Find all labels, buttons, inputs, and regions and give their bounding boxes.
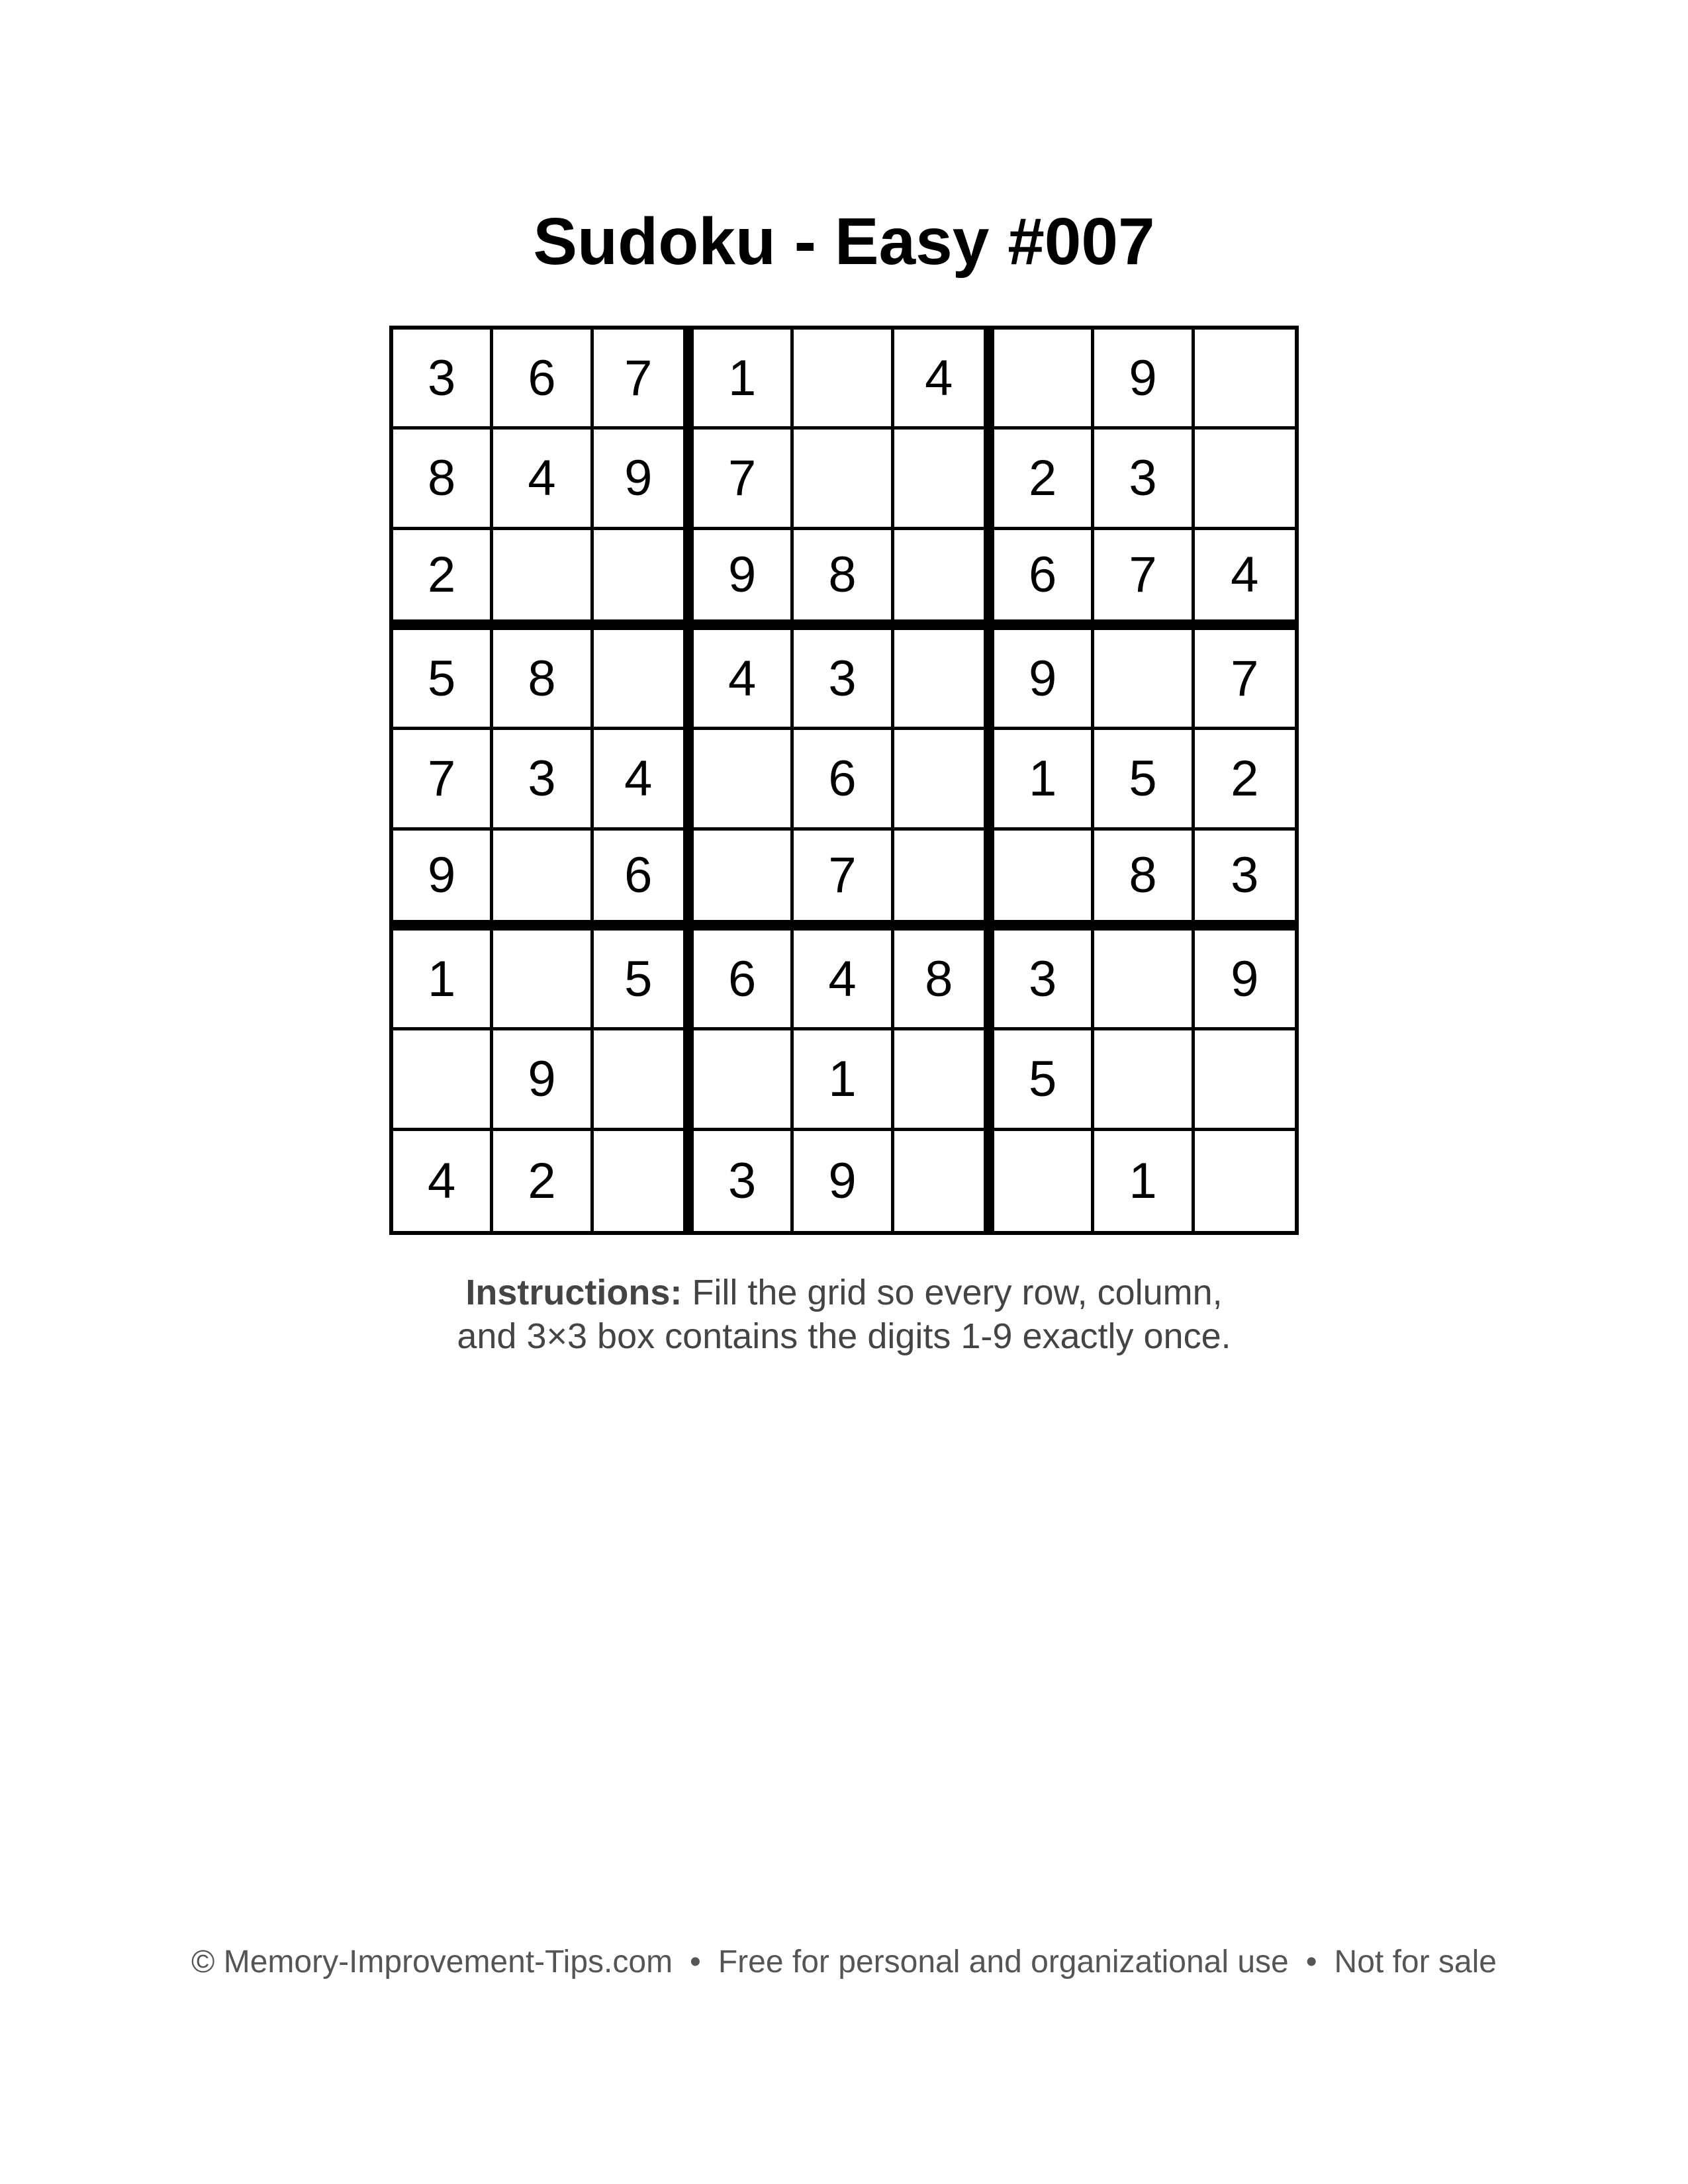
sudoku-cell-given: 4 <box>393 1131 493 1231</box>
instructions-text-1: Fill the grid so every row, column, <box>692 1273 1223 1312</box>
sudoku-cell-given: 8 <box>493 630 593 730</box>
sudoku-cell-given: 5 <box>994 1030 1094 1130</box>
sudoku-cell-empty[interactable] <box>493 831 593 931</box>
footer-sale: Not for sale <box>1334 1944 1497 1979</box>
sudoku-cell-given: 1 <box>1094 1131 1194 1231</box>
sudoku-cell-empty[interactable] <box>594 1030 694 1130</box>
sudoku-cell-empty[interactable] <box>894 630 994 730</box>
sudoku-cell-empty[interactable] <box>1094 931 1194 1030</box>
sudoku-cell-given: 7 <box>594 330 694 430</box>
sudoku-cell-given: 9 <box>1094 330 1194 430</box>
sudoku-cell-empty[interactable] <box>994 831 1094 931</box>
sudoku-cell-given: 4 <box>694 630 794 730</box>
sudoku-cell-given: 3 <box>794 630 894 730</box>
instructions-label: Instructions: <box>465 1273 682 1312</box>
sudoku-cell-empty[interactable] <box>694 831 794 931</box>
sudoku-cell-empty[interactable] <box>894 1030 994 1130</box>
sudoku-cell-empty[interactable] <box>794 330 894 430</box>
sudoku-cell-given: 7 <box>393 730 493 830</box>
sudoku-cell-given: 1 <box>393 931 493 1030</box>
sudoku-cell-given: 3 <box>1195 831 1295 931</box>
sudoku-cell-empty[interactable] <box>894 1131 994 1231</box>
sudoku-cell-given: 6 <box>994 530 1094 630</box>
sudoku-cell-given: 4 <box>794 931 894 1030</box>
instructions-line-1 <box>0 1271 1688 1314</box>
instructions <box>0 1271 1688 1358</box>
footer-usage: Free for personal and organizational use <box>718 1944 1289 1979</box>
sudoku-cell-empty[interactable] <box>1195 1030 1295 1130</box>
sudoku-cell-given: 5 <box>393 630 493 730</box>
sudoku-cell-empty[interactable] <box>493 530 593 630</box>
sudoku-cell-empty[interactable] <box>894 831 994 931</box>
sudoku-cell-empty[interactable] <box>894 530 994 630</box>
sudoku-cell-given: 4 <box>493 430 593 529</box>
sudoku-cell-given: 9 <box>794 1131 894 1231</box>
footer <box>0 1942 1688 1982</box>
sudoku-cell-given: 8 <box>1094 831 1194 931</box>
sudoku-cell-empty[interactable] <box>594 630 694 730</box>
sudoku-cell-given: 5 <box>594 931 694 1030</box>
sudoku-cell-given: 9 <box>994 630 1094 730</box>
sudoku-cell-given: 6 <box>493 330 593 430</box>
sudoku-cell-empty[interactable] <box>694 730 794 830</box>
sudoku-cell-given: 6 <box>694 931 794 1030</box>
sudoku-cell-given: 4 <box>594 730 694 830</box>
sudoku-cell-given: 1 <box>994 730 1094 830</box>
sudoku-cell-empty[interactable] <box>794 430 894 529</box>
sudoku-cell-empty[interactable] <box>894 730 994 830</box>
sudoku-cell-given: 2 <box>493 1131 593 1231</box>
sudoku-cell-given: 4 <box>894 330 994 430</box>
sudoku-cell-given: 7 <box>694 430 794 529</box>
sudoku-cell-given: 4 <box>1195 530 1295 630</box>
sudoku-cell-given: 3 <box>694 1131 794 1231</box>
sudoku-cell-empty[interactable] <box>1094 630 1194 730</box>
sudoku-cell-empty[interactable] <box>1094 1030 1194 1130</box>
sudoku-cell-empty[interactable] <box>894 430 994 529</box>
sudoku-cell-given: 6 <box>594 831 694 931</box>
sudoku-cell-empty[interactable] <box>994 1131 1094 1231</box>
sudoku-cell-given: 7 <box>794 831 894 931</box>
sudoku-cell-empty[interactable] <box>694 1030 794 1130</box>
footer-separator: • <box>1305 1944 1317 1979</box>
sudoku-cell-given: 5 <box>1094 730 1194 830</box>
footer-separator: • <box>690 1944 701 1979</box>
sudoku-cell-empty[interactable] <box>1195 1131 1295 1231</box>
sudoku-cell-given: 8 <box>393 430 493 529</box>
sudoku-cell-given: 3 <box>493 730 593 830</box>
sudoku-cell-given: 9 <box>493 1030 593 1130</box>
instructions-text-2: and 3×3 box contains the digits 1-9 exactly once. <box>457 1316 1231 1356</box>
sudoku-cell-given: 7 <box>1195 630 1295 730</box>
sudoku-cell-empty[interactable] <box>1195 430 1295 529</box>
sudoku-cell-empty[interactable] <box>493 931 593 1030</box>
sudoku-cell-given: 3 <box>1094 430 1194 529</box>
sudoku-cell-given: 2 <box>393 530 493 630</box>
sudoku-grid <box>389 326 1299 1235</box>
sudoku-cell-given: 8 <box>894 931 994 1030</box>
sudoku-cell-given: 8 <box>794 530 894 630</box>
sudoku-cell-given: 7 <box>1094 530 1194 630</box>
sudoku-cell-empty[interactable] <box>1195 330 1295 430</box>
sudoku-cell-given: 3 <box>994 931 1094 1030</box>
sudoku-cell-empty[interactable] <box>594 530 694 630</box>
sudoku-cell-given: 3 <box>393 330 493 430</box>
sudoku-cell-given: 1 <box>794 1030 894 1130</box>
sudoku-cell-given: 9 <box>594 430 694 529</box>
sudoku-cell-given: 2 <box>1195 730 1295 830</box>
sudoku-cell-given: 2 <box>994 430 1094 529</box>
sudoku-cell-given: 9 <box>1195 931 1295 1030</box>
sudoku-cell-empty[interactable] <box>994 330 1094 430</box>
sudoku-cell-empty[interactable] <box>393 1030 493 1130</box>
footer-copyright: © Memory-Improvement-Tips.com <box>191 1944 673 1979</box>
sudoku-cell-given: 9 <box>393 831 493 931</box>
sudoku-cell-given: 9 <box>694 530 794 630</box>
sudoku-cell-given: 6 <box>794 730 894 830</box>
sudoku-cell-empty[interactable] <box>594 1131 694 1231</box>
sudoku-cell-given: 1 <box>694 330 794 430</box>
page-title: Sudoku - Easy #007 <box>533 205 1155 279</box>
